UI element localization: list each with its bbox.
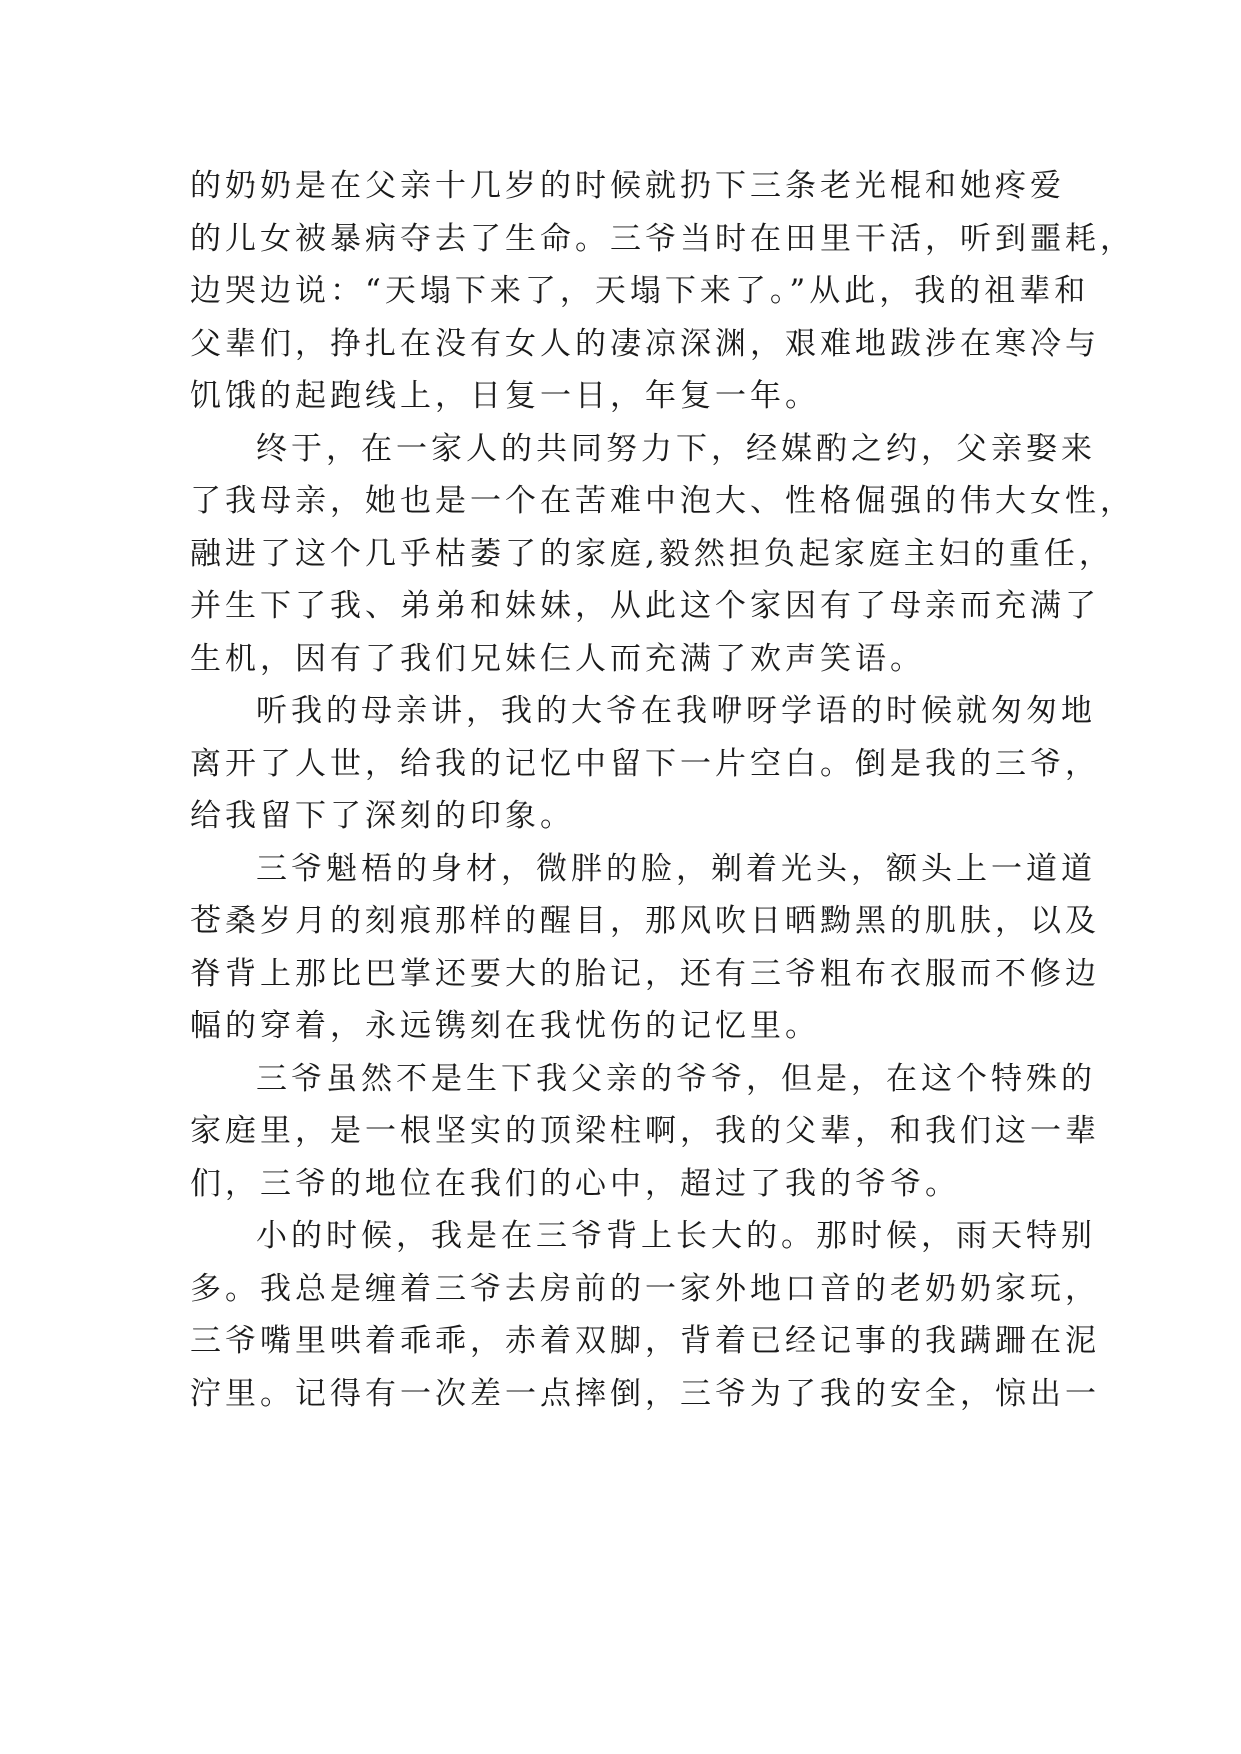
text-line: 给我留下了深刻的印象。 xyxy=(190,798,575,834)
text-line: 苍桑岁月的刻痕那样的醒目，那风吹日晒黝黑的肌肤，以及 xyxy=(190,903,1100,939)
text-line: 了我母亲，她也是一个在苦难中泡大、性格倔强的伟大女性， xyxy=(190,483,1135,519)
text-line: 家庭里，是一根坚实的顶梁柱啊，我的父辈，和我们这一辈 xyxy=(190,1113,1100,1149)
text-line: 的儿女被暴病夺去了生命。三爷当时在田里干活，听到噩耗， xyxy=(190,220,1135,257)
text-line: 多。我总是缠着三爷去房前的一家外地口音的老奶奶家玩， xyxy=(190,1270,1100,1307)
text-line: 们，三爷的地位在我们的心中，超过了我的爷爷。 xyxy=(190,1165,960,1202)
text-line: 边哭边说：“天塌下来了，天塌下来了。”从此，我的祖辈和 xyxy=(190,273,1090,309)
text-line: 三爷嘴里哄着乖乖，赤着双脚，背着已经记事的我蹒跚在泥 xyxy=(190,1323,1100,1359)
text-line: 三爷虽然不是生下我父亲的爷爷，但是，在这个特殊的 xyxy=(256,1060,1096,1097)
text-line: 听我的母亲讲，我的大爷在我咿呀学语的时候就匆匆地 xyxy=(256,693,1096,729)
text-line: 幅的穿着，永远镌刻在我忧伤的记忆里。 xyxy=(190,1008,820,1044)
text-line: 离开了人世，给我的记忆中留下一片空白。倒是我的三爷， xyxy=(190,745,1100,782)
text-line: 终于，在一家人的共同努力下，经媒酌之约，父亲娶来 xyxy=(256,430,1096,467)
text-line: 的奶奶是在父亲十几岁的时候就扔下三条老光棍和她疼爱 xyxy=(190,168,1065,204)
text-line: 脊背上那比巴掌还要大的胎记，还有三爷粗布衣服而不修边 xyxy=(190,955,1100,992)
text-line: 小的时候，我是在三爷背上长大的。那时候，雨天特别 xyxy=(256,1218,1096,1254)
text-line: 并生下了我、弟弟和妹妹，从此这个家因有了母亲而充满了 xyxy=(190,588,1100,624)
text-line: 父辈们，挣扎在没有女人的凄凉深渊，艰难地跋涉在寒冷与 xyxy=(190,325,1100,362)
text-line: 三爷魁梧的身材，微胖的脸，剃着光头，额头上一道道 xyxy=(256,850,1096,887)
body-text xyxy=(190,160,1135,1420)
text-line: 生机，因有了我们兄妹仨人而充满了欢声笑语。 xyxy=(190,640,925,677)
text-line: 饥饿的起跑线上，日复一日，年复一年。 xyxy=(190,378,820,414)
text-line: 融进了这个几乎枯萎了的家庭,毅然担负起家庭主妇的重任， xyxy=(190,535,1114,572)
text-line: 泞里。记得有一次差一点摔倒，三爷为了我的安全，惊出一 xyxy=(190,1375,1100,1412)
